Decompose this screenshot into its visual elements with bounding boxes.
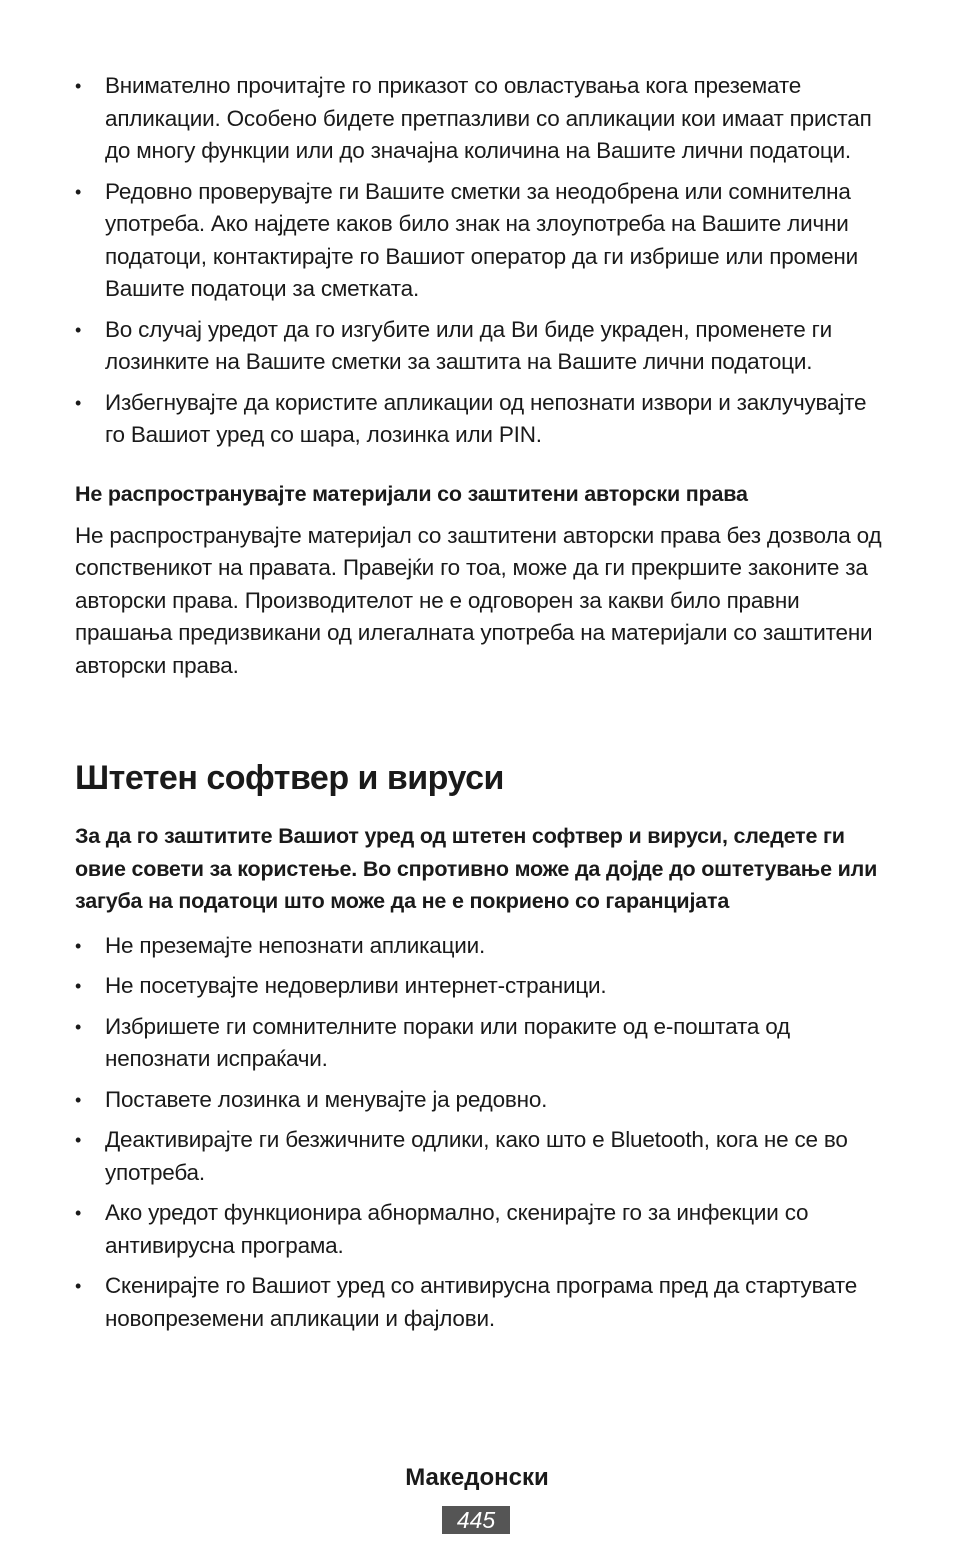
- list-item: [75, 314, 890, 379]
- bullet-icon: •: [75, 319, 82, 340]
- list-item-text: Не преземајте непознати апликации.: [105, 932, 486, 958]
- malware-intro: За да го заштитите Вашиот уред од штетен софтвер и вируси, следете ги овие совети за користење. Во спротивно може да дојде до оштетување или загуба на податоци што може да не е покриено со гаранцијата: [75, 824, 878, 913]
- list-item: [75, 1011, 890, 1076]
- list-item: [75, 1084, 890, 1117]
- list-item-text: Во случај уредот да го изгубите или да Ви биде украден, променете ги лозинките на Вашите сметки за заштита на Вашите лични податоци.: [105, 316, 833, 374]
- bullet-icon: •: [75, 1276, 82, 1296]
- page-content: [75, 70, 890, 1343]
- malware-tips-list: [75, 930, 890, 1336]
- bullet-icon: •: [75, 935, 82, 956]
- list-item: [75, 387, 890, 452]
- list-item: [75, 176, 890, 306]
- list-item-text: Избришете ги сомнителните пораки или пораките од е-поштата од непознати испраќачи.: [105, 1013, 790, 1071]
- bullet-icon: •: [75, 1089, 82, 1110]
- list-item: [75, 1124, 890, 1189]
- list-item-text: Поставете лозинка и менувајте ја редовно.: [105, 1086, 548, 1112]
- malware-section-title: Штетен софтвер и вируси: [75, 759, 504, 797]
- bullet-icon: •: [75, 976, 82, 996]
- list-item: [75, 970, 890, 1003]
- bullet-icon: •: [75, 1130, 82, 1150]
- list-item-text: Скенирајте го Вашиот уред со антивирусна програма пред да стартувате новопреземени апликации и фајлови.: [105, 1273, 858, 1331]
- page-number: 445: [442, 1506, 510, 1534]
- bullet-icon: •: [75, 392, 82, 413]
- list-item-text: Избегнувајте да користите апликации од непознати извори и заклучувајте го Вашиот уред со шара, лозинка или PIN.: [105, 389, 867, 447]
- bullet-icon: •: [75, 181, 82, 202]
- copyright-paragraph: Не распространувајте материјал со заштитени авторски права без дозвола од сопственикот на правата. Правејќи го тоа, може да ги прекршите законите за авторски права. Производителот не е одговорен за какви било правни прашања предизвикани од илегалната употреба на материјали со заштитени авторски права.: [75, 522, 882, 678]
- list-item-text: Ако уредот функционира абнормално, скенирајте го за инфекции со антивирусна програма.: [105, 1200, 809, 1258]
- bullet-icon: •: [75, 76, 82, 96]
- list-item-text: Редовно проверувајте ги Вашите сметки за неодобрена или сомнителна употреба. Ако најдете каков било знак на злоупотреба на Вашите лични податоци, контактирајте го Вашиот оператор да ги избрише или промени Вашите податоци за сметката.: [105, 178, 858, 301]
- list-item-text: Деактивирајте ги безжичните одлики, како што е Bluetooth, кога не се во употреба.: [105, 1127, 848, 1185]
- list-item-text: Внимателно прочитајте го приказот со овластувања кога преземате апликации. Особено бидете претпазливи со апликации кои имаат пристап до многу функции или до значајна количина на Вашите лични податоци.: [105, 73, 872, 163]
- footer-language: Македонски: [405, 1464, 549, 1491]
- copyright-heading: Не распространувајте материјали со заштитени авторски права: [75, 481, 748, 506]
- list-item-text: Не посетувајте недоверливи интернет-страници.: [105, 973, 607, 998]
- list-item: [75, 930, 890, 963]
- list-item: [75, 1270, 890, 1335]
- security-tips-list: [75, 70, 890, 452]
- list-item: [75, 70, 890, 168]
- bullet-icon: •: [75, 1016, 82, 1037]
- bullet-icon: •: [75, 1203, 82, 1223]
- list-item: [75, 1197, 890, 1262]
